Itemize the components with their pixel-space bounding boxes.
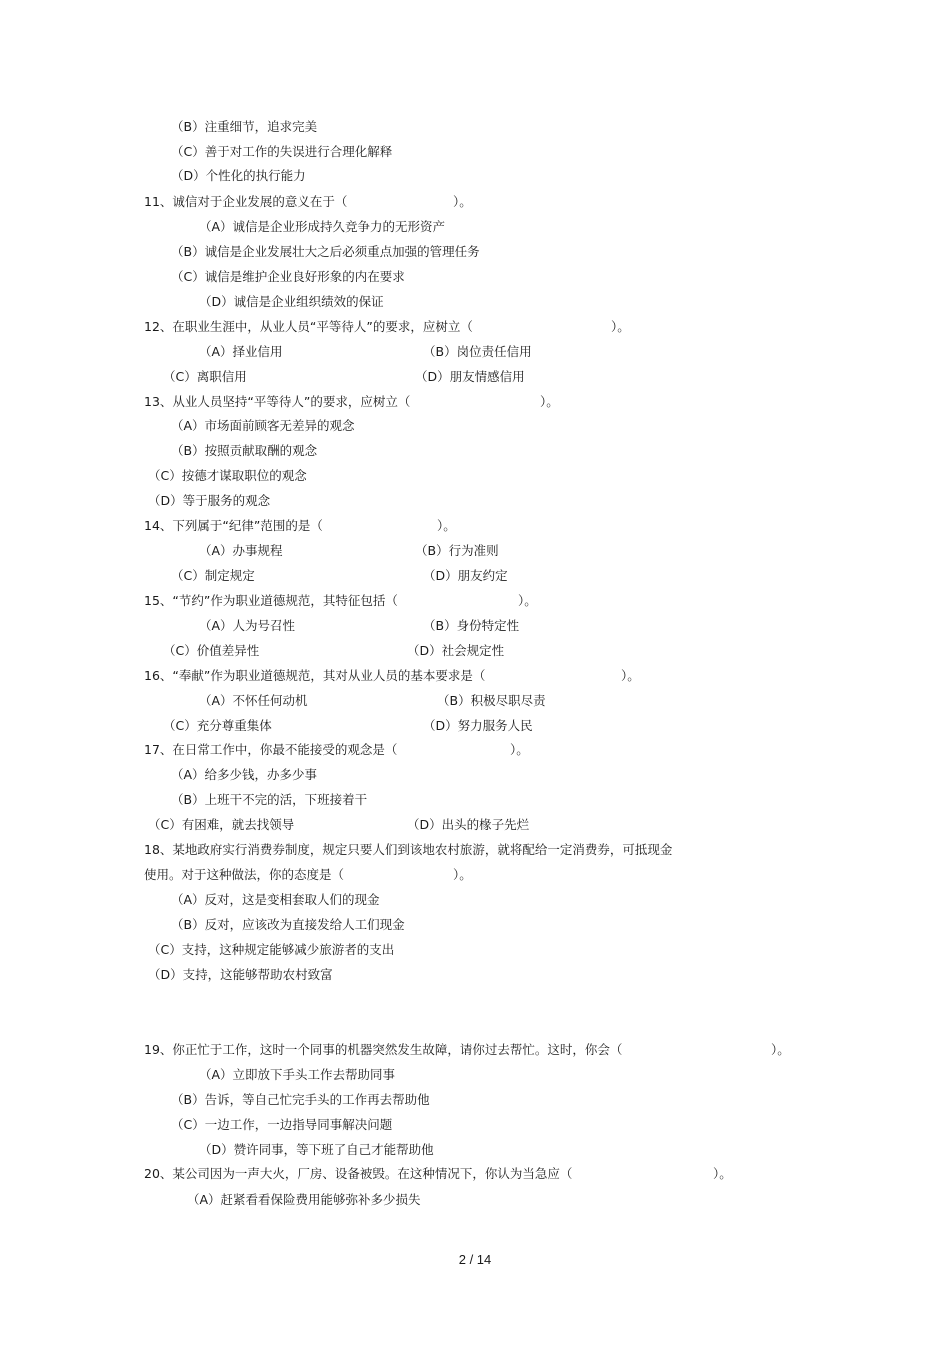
text-line: 使用。对于这种做法，你的态度是（ <box>144 867 345 882</box>
text-line: （D）朋友约定 <box>423 568 508 583</box>
text-line: （A）不怀任何动机 <box>199 693 308 708</box>
text-line: （A）人为号召性 <box>199 618 296 633</box>
text-line: （C）诚信是维护企业良好形象的内在要求 <box>171 269 405 284</box>
text-line: （D）社会规定性 <box>407 643 505 658</box>
text-line: （C）按德才谋取职位的观念 <box>148 468 307 483</box>
text-line: 11、诚信对于企业发展的意义在于（ <box>144 194 348 209</box>
text-line: 17、在日常工作中，你最不能接受的观念是（ <box>144 742 398 757</box>
text-line: ）。 <box>771 1042 790 1057</box>
text-line: ）。 <box>621 668 640 683</box>
text-line: （A）反对，这是变相套取人们的现金 <box>171 892 380 907</box>
text-line: ）。 <box>540 394 559 409</box>
text-line: （B）行为准则 <box>415 543 499 558</box>
text-line: ）。 <box>611 319 630 334</box>
text-line: （B）注重细节，追求完美 <box>171 119 318 134</box>
text-line: （B）按照贡献取酬的观念 <box>171 443 318 458</box>
text-line: 13、从业人员坚持“平等待人”的要求，应树立（ <box>144 394 411 409</box>
text-line: （C）离职信用 <box>163 369 247 384</box>
text-line: ）。 <box>437 518 456 533</box>
text-line: （B）诚信是企业发展壮大之后必须重点加强的管理任务 <box>171 244 480 259</box>
page-number: 2 / 14 <box>458 1252 492 1267</box>
text-line: （C）善于对工作的失误进行合理化解释 <box>171 144 393 159</box>
text-line: （D）诚信是企业组织绩效的保证 <box>199 294 384 309</box>
text-line: （C）支持，这种规定能够减少旅游者的支出 <box>148 942 395 957</box>
text-line: ）。 <box>453 194 472 209</box>
text-line: 18、某地政府实行消费券制度，规定只要人们到该地农村旅游，就将配给一定消费券，可抵现金 <box>144 842 673 857</box>
text-line: 16、“奉献”作为职业道德规范，其对从业人员的基本要求是（ <box>144 668 486 683</box>
text-line: （C）一边工作，一边指导同事解决问题 <box>171 1117 393 1132</box>
text-line: （B）上班干不完的活，下班接着干 <box>171 792 368 807</box>
text-line: （C）制定规定 <box>171 568 255 583</box>
text-line: （B）岗位责任信用 <box>423 344 532 359</box>
text-line: （D）努力服务人民 <box>423 718 533 733</box>
text-line: ）。 <box>518 593 537 608</box>
text-line: （A）赶紧看看保险费用能够弥补多少损失 <box>187 1192 421 1207</box>
text-line: （C）充分尊重集体 <box>163 718 272 733</box>
text-line: （D）支持，这能够帮助农村致富 <box>148 967 333 982</box>
text-line: 19、你正忙于工作，这时一个同事的机器突然发生故障，请你过去帮忙。这时，你会（ <box>144 1042 623 1057</box>
text-line: （B）身份特定性 <box>423 618 520 633</box>
text-line: （A）立即放下手头工作去帮助同事 <box>199 1067 396 1082</box>
text-line: 14、下列属于“纪律”范围的是（ <box>144 518 323 533</box>
text-line: 12、在职业生涯中，从业人员“平等待人”的要求，应树立（ <box>144 319 473 334</box>
text-line: （B）告诉，等自己忙完手头的工作再去帮助他 <box>171 1092 430 1107</box>
text-line: （B）积极尽职尽责 <box>437 693 546 708</box>
text-line: ）。 <box>713 1166 732 1181</box>
text-line: （A）给多少钱，办多少事 <box>171 767 318 782</box>
text-line: （D）等于服务的观念 <box>148 493 271 508</box>
text-line: （A）市场面前顾客无差异的观念 <box>171 418 355 433</box>
text-line: ）。 <box>453 867 472 882</box>
text-line: （A）办事规程 <box>199 543 283 558</box>
text-line: （D）赞许同事，等下班了自己才能帮助他 <box>199 1142 434 1157</box>
text-line: （C）有困难，就去找领导 <box>148 817 295 832</box>
text-line: （A）诚信是企业形成持久竞争力的无形资产 <box>199 219 446 234</box>
text-line: （A）择业信用 <box>199 344 283 359</box>
text-line: （D）朋友情感信用 <box>415 369 525 384</box>
text-line: （B）反对，应该改为直接发给人工们现金 <box>171 917 405 932</box>
text-line: 20、某公司因为一声大火，厂房、设备被毁。在这种情况下，你认为当急应（ <box>144 1166 573 1181</box>
text-line: ）。 <box>510 742 529 757</box>
text-line: （D）个性化的执行能力 <box>171 168 306 183</box>
text-line: 15、“节约”作为职业道德规范，其特征包括（ <box>144 593 398 608</box>
text-line: （C）价值差异性 <box>163 643 260 658</box>
text-line: （D）出头的椽子先烂 <box>407 817 530 832</box>
